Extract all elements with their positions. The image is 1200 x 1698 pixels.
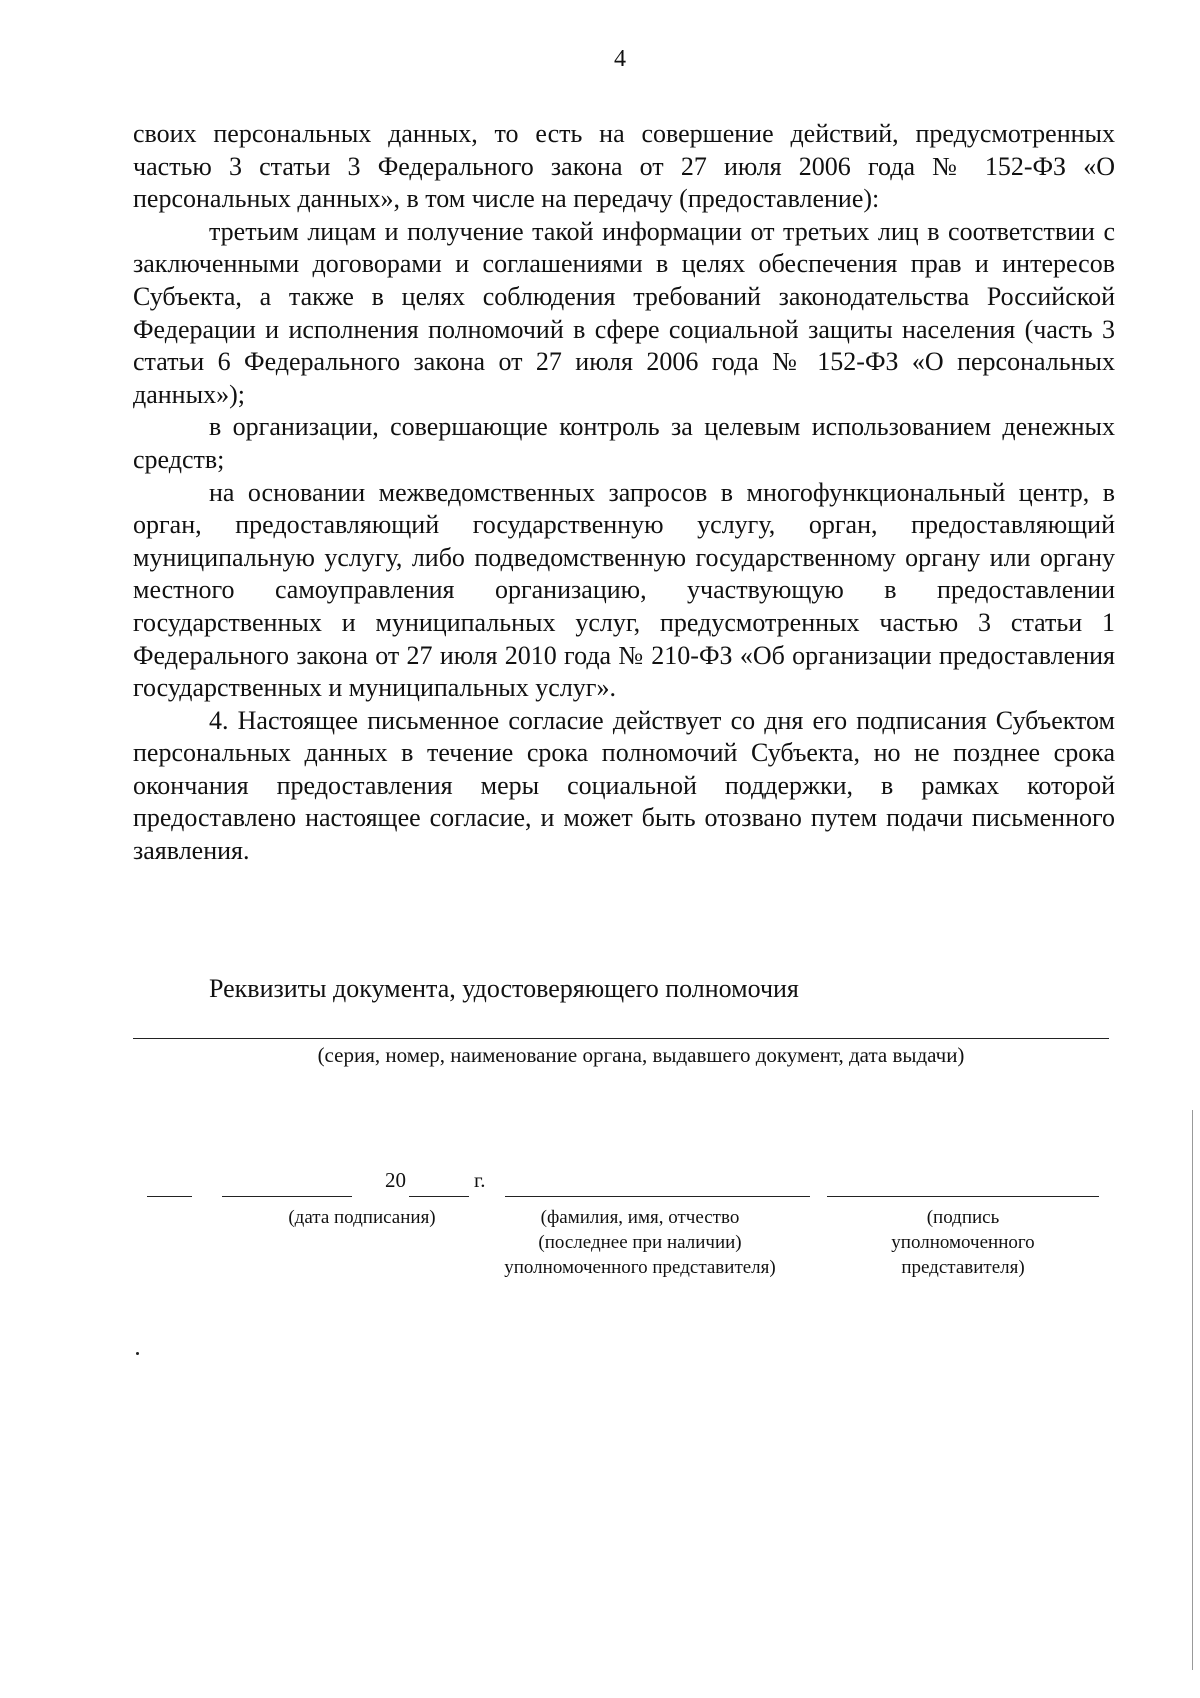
document-body: [133, 118, 1115, 868]
signature-caption-line-3: представителя): [901, 1257, 1025, 1278]
paragraph-interagency-requests: на основании межведомственных запросов в многофункциональный центр, в орган, предоставляющий государственную услугу, орган, предоставляющий муниципальную услугу, либо подведомственную государственному органу или органу местного самоуправления организацию, участвующую в предоставлении государственных и муниципальных услуг, предусмотренных частью 3 статьи 1 Федерального закона от 27 июля 2010 года № 210-ФЗ «Об организации предоставления государственных и муниципальных услуг».: [133, 477, 1115, 703]
name-fill-line: [505, 1196, 810, 1197]
scan-margin-line: [1192, 1110, 1193, 1670]
year-suffix: г.: [474, 1168, 486, 1192]
signature-caption-line-1: (подпись: [926, 1207, 1000, 1228]
signature-caption: [843, 1205, 1083, 1280]
scan-dot: [136, 1352, 139, 1355]
name-caption-line-1: (фамилия, имя, отчество: [540, 1207, 740, 1228]
paragraph-control-organizations: в организации, совершающие контроль за целевым использованием денежных средств;: [133, 412, 1115, 474]
day-fill-line: [147, 1196, 192, 1197]
name-caption-line-3: уполномоченного представителя): [504, 1257, 776, 1278]
year-fill-line: [409, 1196, 469, 1197]
paragraph-validity-term: 4. Настоящее письменное согласие действует со дня его подписания Субъектом персональных данных в течение срока полномочий Субъекта, но не позднее срока окончания предоставления меры социальной поддержки, в рамках которой предоставлено настоящее согласие, и может быть отозвано путем подачи письменного заявления.: [133, 705, 1115, 866]
name-caption: [470, 1205, 810, 1280]
requisites-title: Реквизиты документа, удостоверяющего полномочия: [209, 974, 799, 1003]
signature-caption-line-2: уполномоченного: [891, 1232, 1035, 1253]
paragraph-consent-actions: своих персональных данных, то есть на совершение действий, предусмотренных частью 3 статьи 3 Федерального закона от 27 июля 2006 года № 152-ФЗ «О персональных данных», в том числе на передачу (предоставление):: [133, 119, 1115, 214]
requisites-fill-line: [133, 1038, 1109, 1039]
page-number: 4: [614, 46, 626, 72]
signature-row: [0, 1168, 1200, 1202]
requisites-caption: (серия, номер, наименование органа, выдавшего документ, дата выдачи): [317, 1043, 965, 1067]
date-caption: [262, 1205, 462, 1230]
name-caption-line-2: (последнее при наличии): [538, 1232, 742, 1253]
signature-fill-line: [827, 1196, 1099, 1197]
month-fill-line: [222, 1196, 352, 1197]
paragraph-third-parties: третьим лицам и получение такой информации от третьих лиц в соответствии с заключенными договорами и соглашениями в целях обеспечения прав и интересов Субъекта, а также в целях соблюдения требований законодательства Российской Федерации и исполнения полномочий в сфере социальной защиты населения (часть 3 статьи 6 Федерального закона от 27 июля 2006 года № 152-ФЗ «О персональных данных»);: [133, 216, 1115, 409]
date-caption-text: (дата подписания): [288, 1207, 436, 1228]
year-prefix: 20: [385, 1168, 406, 1192]
